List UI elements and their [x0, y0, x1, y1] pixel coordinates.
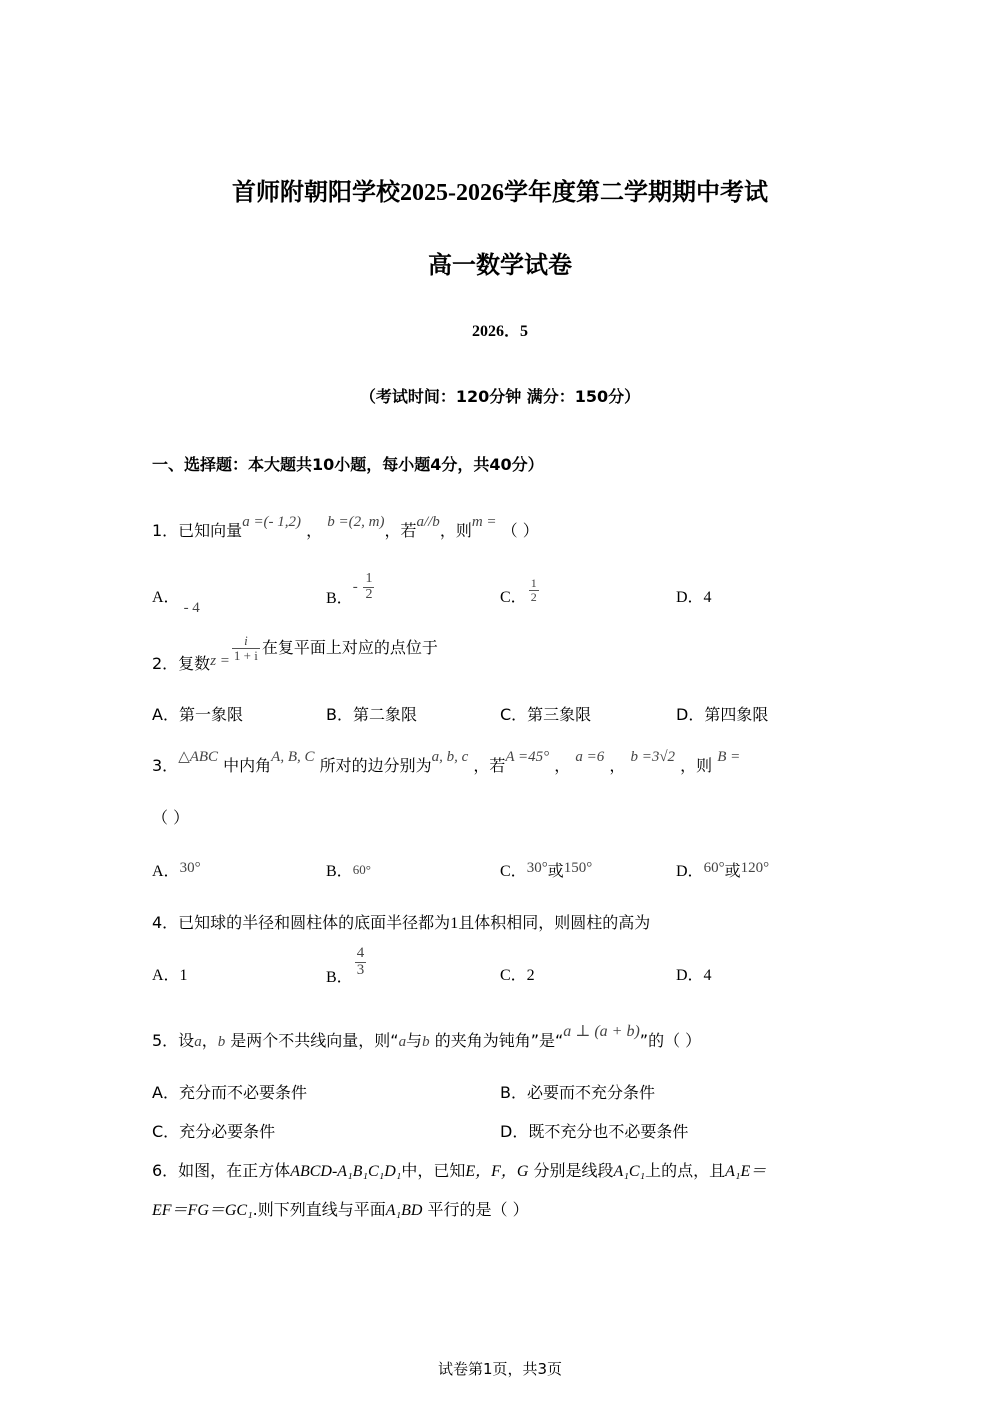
- q2-frac-den: 1 + i: [233, 647, 258, 663]
- q2-option-d: D．第四象限: [676, 705, 769, 724]
- q3-option-c-label: C．: [500, 863, 527, 880]
- q1-option-a-value: - 4: [183, 600, 200, 616]
- q6-eq-1: A₁E＝: [725, 1163, 767, 1180]
- q3-ask: B =: [717, 749, 741, 765]
- q5-text-2: 与: [406, 1031, 423, 1050]
- q1-option-c-den: 2: [530, 589, 537, 604]
- q1-vec-a: a =(- 1,2): [242, 514, 302, 530]
- q2-frac-num: i: [244, 633, 248, 648]
- q5-b: b: [217, 1034, 226, 1050]
- q5-b-2: b: [422, 1034, 430, 1050]
- q1-option-b-sign: -: [352, 578, 362, 595]
- q3-option-b: [326, 858, 371, 881]
- q3-option-d-label: D．: [676, 863, 704, 880]
- q1-option-c-frac: [529, 577, 539, 603]
- q4-text: 4．已知球的半径和圆柱体的底面半径都为: [152, 913, 451, 932]
- q1-option-b-num: 1: [365, 571, 373, 586]
- q6-text-3: 分别是线段: [533, 1161, 614, 1180]
- question-3: [152, 749, 741, 776]
- q5-option-a: A．充分而不必要条件: [152, 1083, 307, 1102]
- q4-one: 1: [450, 915, 459, 932]
- q2-option-a: A．第一象限: [152, 705, 243, 724]
- q4-option-a: A．1: [152, 967, 188, 984]
- q1-option-a: [152, 584, 200, 616]
- q3-text-2: 所对的边分别为: [319, 756, 432, 775]
- q3-option-a-value: 30°: [179, 860, 201, 876]
- q5-option-b: B．必要而不充分条件: [500, 1083, 655, 1102]
- q1-ask: m =: [471, 514, 497, 530]
- q1-mid: ，若: [384, 521, 417, 540]
- q3-sides: a, b, c: [431, 749, 469, 765]
- q6-text-1: 6．如图，在正方体: [152, 1161, 291, 1180]
- q4-option-b-num: 4: [356, 945, 365, 961]
- q1-option-b-label: B．: [326, 589, 353, 607]
- q2-prefix: 2．复数: [152, 653, 211, 673]
- q5-option-c: C．充分必要条件: [152, 1122, 276, 1141]
- q1-option-c-label: C．: [500, 589, 527, 606]
- q6-eq-2: EF＝FG＝GC₁: [152, 1202, 253, 1219]
- q4-option-b: [326, 945, 368, 986]
- q2-option-b: B．第二象限: [326, 705, 417, 724]
- q1-vec-b: b =(2, m): [327, 514, 385, 530]
- q3-option-d: [676, 858, 769, 881]
- q5-text-3: 的夹角为钝角”是“: [434, 1031, 564, 1050]
- q3-option-d-or: 或: [724, 861, 741, 880]
- question-6-line-1: [152, 1158, 766, 1181]
- q3-option-b-label: B．: [326, 863, 353, 880]
- q3-angles: A, B, C: [271, 749, 315, 765]
- q3-option-a: [152, 858, 201, 881]
- q3-option-d-value-1: 60°: [703, 860, 725, 876]
- q6-text-6: 平行的是（ ）: [427, 1200, 529, 1219]
- q4-option-d: D．4: [676, 967, 712, 984]
- q1-option-d: D．4: [676, 589, 712, 606]
- q3-prefix: 3．: [152, 756, 179, 775]
- question-2: [152, 633, 438, 673]
- q1-sep: ，: [306, 521, 323, 540]
- q6-text-5: .则下列直线与平面: [252, 1200, 386, 1219]
- q5-text-4: ”的（ ）: [639, 1031, 702, 1050]
- q2-z: z =: [210, 652, 230, 669]
- q3-option-c-value-2: 150°: [563, 860, 593, 876]
- exam-date: 2026．5: [471, 323, 528, 340]
- q5-a: a: [194, 1034, 202, 1050]
- q5-cond: a ⊥ (a + b): [563, 1023, 640, 1040]
- q5-a-2: a: [398, 1034, 407, 1050]
- q1-option-a-label: A．: [152, 589, 180, 606]
- q3-comma-2: ，: [609, 756, 626, 775]
- q4-option-c: C．2: [500, 967, 535, 984]
- q4-text-2: 且体积相同，则圆柱的高为: [458, 913, 651, 932]
- exam-title: 首师附朝阳学校2025-2026学年度第二学期期中考试: [232, 180, 768, 206]
- q3-option-d-value-2: 120°: [740, 860, 770, 876]
- q1-option-b-den: 2: [365, 586, 373, 602]
- q2-suffix: 在复平面上对应的点位于: [261, 637, 438, 657]
- q5-text-1: 是两个不共线向量，则“: [230, 1031, 399, 1050]
- q1-option-b-frac: [363, 572, 374, 602]
- q5-option-d: D．既不充分也不必要条件: [500, 1122, 689, 1141]
- q4-option-b-frac: [355, 946, 367, 979]
- q3-option-c-or: 或: [547, 861, 564, 880]
- q3-cond-a: A =45°: [505, 749, 550, 765]
- q5-prefix: 5．设: [152, 1031, 195, 1050]
- q6-text-2: 中，已知: [401, 1161, 466, 1180]
- q1-blank: （ ）: [501, 521, 539, 540]
- exam-info: （考试时间：120分钟 满分：150分）: [359, 387, 641, 406]
- q5-comma: ，: [201, 1031, 218, 1050]
- q3-option-c-value-1: 30°: [526, 860, 548, 876]
- q3-option-a-label: A．: [152, 863, 180, 880]
- q4-option-b-den: 3: [356, 961, 365, 978]
- question-1: [152, 514, 539, 541]
- exam-subtitle: 高一数学试卷: [428, 251, 572, 279]
- q1-prefix: 1．已知向量: [152, 521, 243, 540]
- q6-points: E，F，G: [465, 1163, 529, 1180]
- q3-comma-1: ，: [554, 756, 571, 775]
- question-6-line-2: [152, 1197, 529, 1220]
- q4-option-b-label: B．: [326, 968, 353, 986]
- q3-text-3: ，若: [473, 756, 506, 775]
- q6-segment: A₁C₁: [613, 1163, 646, 1180]
- q3-triangle: △ABC: [178, 749, 219, 765]
- q1-cond: a//b: [416, 514, 440, 530]
- section-heading: 一、选择题：本大题共10小题，每小题4分，共40分）: [152, 455, 544, 474]
- q2-frac: [232, 634, 260, 662]
- q3-option-b-value: 60°: [352, 862, 371, 877]
- q3-cond-side-b: b =3√2: [630, 749, 676, 765]
- q6-cube: ABCD-A₁B₁C₁D₁: [290, 1163, 402, 1180]
- q6-text-4: 上的点，且: [645, 1161, 726, 1180]
- q2-option-c: C．第三象限: [500, 705, 592, 724]
- q3-cond-side-a: a =6: [575, 749, 605, 765]
- q1-option-b: [326, 571, 376, 607]
- question-5: [152, 1023, 702, 1051]
- q3-text-4: ，则: [680, 756, 713, 775]
- q3-blank: （ ）: [152, 808, 190, 827]
- q6-plane: A₁BD: [385, 1202, 423, 1219]
- page-footer: 试卷第1页，共3页: [437, 1360, 563, 1378]
- q1-option-c-num: 1: [530, 576, 537, 591]
- q3-option-c: [500, 858, 592, 881]
- question-4: [152, 910, 650, 933]
- q1-then: ，则: [439, 521, 472, 540]
- q1-option-c: [500, 576, 541, 606]
- q3-text-1: 中内角: [223, 756, 272, 775]
